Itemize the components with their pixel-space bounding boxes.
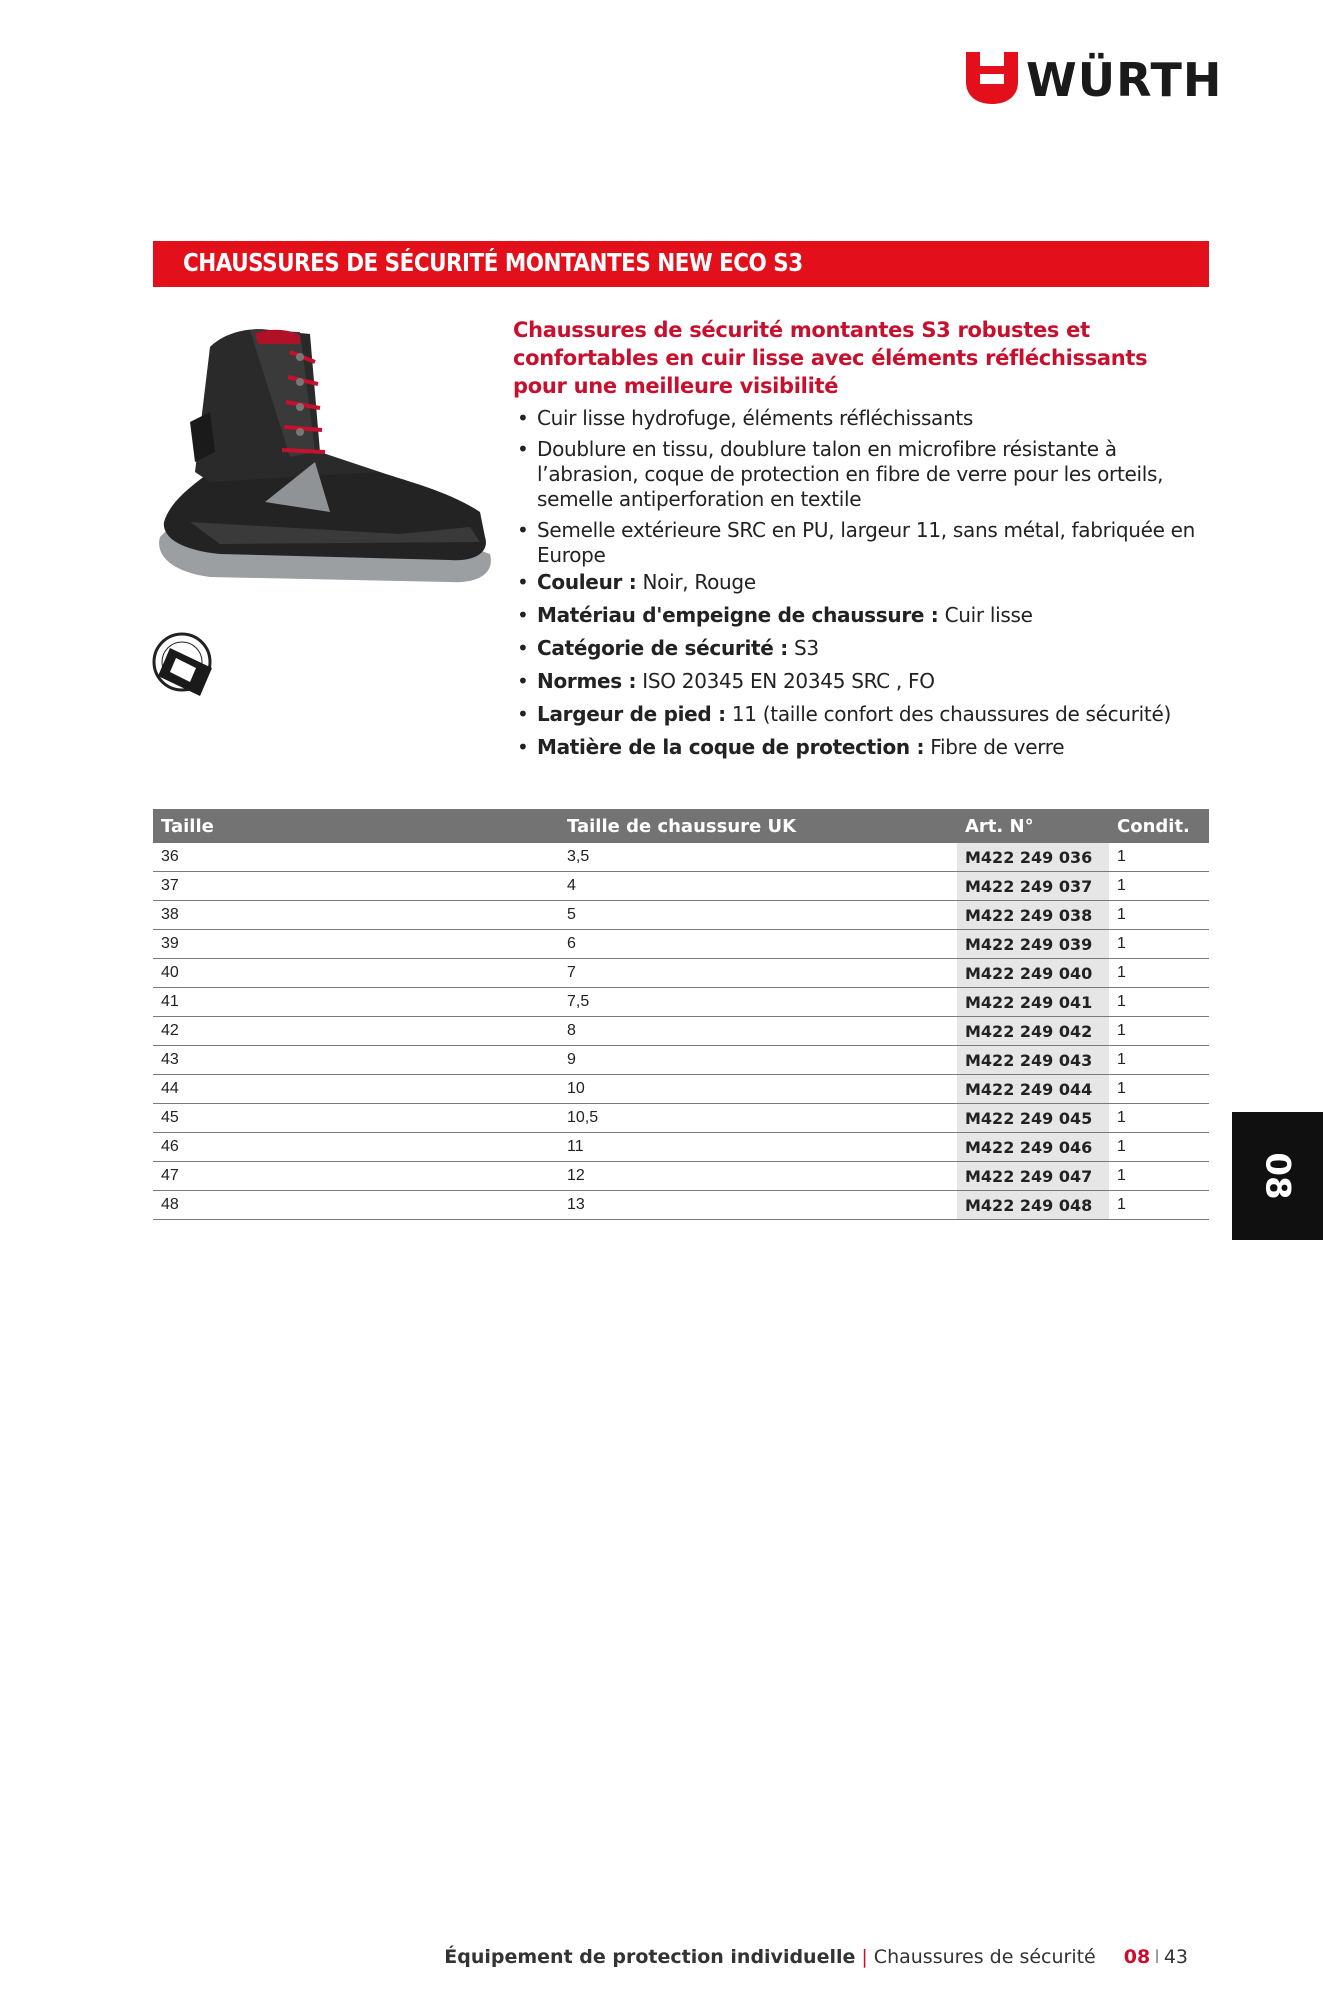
spec-label: Normes : bbox=[537, 669, 637, 693]
table-header-row bbox=[153, 809, 1209, 843]
cell-packaging: 1 bbox=[1109, 1017, 1209, 1046]
cell-article-number: M422 249 044 bbox=[957, 1075, 1109, 1104]
cell-size: 47 bbox=[153, 1162, 559, 1191]
cell-uk-size: 10,5 bbox=[559, 1104, 957, 1133]
spec-value: S3 bbox=[793, 636, 819, 660]
chapter-tab-number: 08 bbox=[1257, 1152, 1298, 1200]
cell-size: 41 bbox=[153, 988, 559, 1017]
title-banner bbox=[153, 241, 1209, 287]
spec-value: Fibre de verre bbox=[930, 735, 1065, 759]
cell-article-number: M422 249 039 bbox=[957, 930, 1109, 959]
bullet: • bbox=[517, 437, 529, 461]
cell-article-number: M422 249 040 bbox=[957, 959, 1109, 988]
bullet: • bbox=[517, 669, 529, 693]
spec-label: Matière de la coque de protection : bbox=[537, 735, 925, 759]
table-row bbox=[153, 959, 1209, 988]
cell-size: 40 bbox=[153, 959, 559, 988]
safety-boot-image bbox=[150, 322, 495, 594]
s3-certification-badge-icon bbox=[152, 628, 232, 698]
spec-label: Matériau d'empeigne de chaussure : bbox=[537, 603, 939, 627]
table-row bbox=[153, 1191, 1209, 1220]
footer-separator: | bbox=[861, 1946, 868, 1968]
cell-packaging: 1 bbox=[1109, 959, 1209, 988]
table-row bbox=[153, 901, 1209, 930]
cell-size: 45 bbox=[153, 1104, 559, 1133]
cell-article-number: M422 249 037 bbox=[957, 872, 1109, 901]
cell-uk-size: 8 bbox=[559, 1017, 957, 1046]
bullet: • bbox=[517, 636, 529, 660]
cell-size: 37 bbox=[153, 872, 559, 901]
cell-packaging: 1 bbox=[1109, 872, 1209, 901]
cell-packaging: 1 bbox=[1109, 1104, 1209, 1133]
cell-size: 43 bbox=[153, 1046, 559, 1075]
cell-size: 36 bbox=[153, 843, 559, 872]
bullet: • bbox=[517, 518, 529, 542]
footer-chapter: 08 bbox=[1123, 1946, 1151, 1968]
cell-article-number: M422 249 045 bbox=[957, 1104, 1109, 1133]
spec-label: Largeur de pied : bbox=[537, 702, 726, 726]
footer-page-separator: I bbox=[1154, 1946, 1160, 1968]
spec-value: 11 (taille confort des chaussures de sécurité) bbox=[731, 702, 1171, 726]
brand-name: WÜRTH bbox=[1026, 53, 1223, 107]
table-row bbox=[153, 1017, 1209, 1046]
table-row bbox=[153, 1075, 1209, 1104]
cell-packaging: 1 bbox=[1109, 988, 1209, 1017]
bullet: • bbox=[517, 735, 529, 759]
spec-value: Noir, Rouge bbox=[642, 570, 756, 594]
footer-subsection: Chaussures de sécurité bbox=[873, 1946, 1096, 1968]
cell-uk-size: 10 bbox=[559, 1075, 957, 1104]
spec-value: Cuir lisse bbox=[944, 603, 1033, 627]
footer-page-number: 43 bbox=[1163, 1946, 1188, 1968]
cell-size: 38 bbox=[153, 901, 559, 930]
feature-text: Cuir lisse hydrofuge, éléments réfléchissants bbox=[537, 406, 974, 430]
page-title: CHAUSSURES DE SÉCURITÉ MONTANTES NEW ECO S3 bbox=[183, 248, 803, 277]
spec-label: Catégorie de sécurité : bbox=[537, 636, 788, 660]
cell-packaging: 1 bbox=[1109, 1162, 1209, 1191]
feature-item bbox=[513, 406, 1213, 431]
spec-standards bbox=[513, 669, 1213, 694]
bullet: • bbox=[517, 570, 529, 594]
header-packaging: Condit. bbox=[1109, 809, 1209, 843]
spec-value: ISO 20345 EN 20345 SRC , FO bbox=[642, 669, 935, 693]
cell-uk-size: 7,5 bbox=[559, 988, 957, 1017]
cell-size: 42 bbox=[153, 1017, 559, 1046]
feature-text: Semelle extérieure SRC en PU, largeur 11, sans métal, fabriquée en Europe bbox=[537, 518, 1196, 567]
spec-label: Couleur : bbox=[537, 570, 637, 594]
bullet: • bbox=[517, 702, 529, 726]
cell-article-number: M422 249 048 bbox=[957, 1191, 1109, 1220]
cell-packaging: 1 bbox=[1109, 1191, 1209, 1220]
cell-packaging: 1 bbox=[1109, 930, 1209, 959]
header-article-number: Art. N° bbox=[957, 809, 1109, 843]
cell-size: 44 bbox=[153, 1075, 559, 1104]
bullet: • bbox=[517, 603, 529, 627]
table-row bbox=[153, 872, 1209, 901]
cell-article-number: M422 249 047 bbox=[957, 1162, 1109, 1191]
header-size: Taille bbox=[153, 809, 559, 843]
cell-uk-size: 6 bbox=[559, 930, 957, 959]
cell-uk-size: 5 bbox=[559, 901, 957, 930]
cell-article-number: M422 249 041 bbox=[957, 988, 1109, 1017]
wurth-logo bbox=[966, 52, 1223, 108]
table-row bbox=[153, 1104, 1209, 1133]
spec-color bbox=[513, 570, 1213, 595]
cell-packaging: 1 bbox=[1109, 901, 1209, 930]
feature-list bbox=[513, 406, 1213, 768]
cell-uk-size: 13 bbox=[559, 1191, 957, 1220]
bullet: • bbox=[517, 406, 529, 430]
cell-article-number: M422 249 038 bbox=[957, 901, 1109, 930]
cell-article-number: M422 249 046 bbox=[957, 1133, 1109, 1162]
cell-uk-size: 4 bbox=[559, 872, 957, 901]
spec-foot-width bbox=[513, 702, 1213, 727]
table-row bbox=[153, 1162, 1209, 1191]
table-row bbox=[153, 1046, 1209, 1075]
cell-packaging: 1 bbox=[1109, 1133, 1209, 1162]
table-row bbox=[153, 1133, 1209, 1162]
feature-item bbox=[513, 437, 1213, 512]
cell-article-number: M422 249 036 bbox=[957, 843, 1109, 872]
table-row bbox=[153, 843, 1209, 872]
cell-size: 46 bbox=[153, 1133, 559, 1162]
cell-article-number: M422 249 043 bbox=[957, 1046, 1109, 1075]
cell-article-number: M422 249 042 bbox=[957, 1017, 1109, 1046]
wurth-logo-icon bbox=[966, 52, 1018, 104]
header-uk-size: Taille de chaussure UK bbox=[559, 809, 957, 843]
cell-size: 48 bbox=[153, 1191, 559, 1220]
cell-uk-size: 11 bbox=[559, 1133, 957, 1162]
cell-packaging: 1 bbox=[1109, 843, 1209, 872]
spec-upper-material bbox=[513, 603, 1213, 628]
cell-size: 39 bbox=[153, 930, 559, 959]
feature-item bbox=[513, 518, 1213, 568]
size-table bbox=[153, 809, 1209, 1220]
product-intro: Chaussures de sécurité montantes S3 robustes et confortables en cuir lisse avec éléments réfléchissants pour une meilleure visibilité bbox=[513, 318, 1148, 398]
cell-packaging: 1 bbox=[1109, 1046, 1209, 1075]
chapter-tab bbox=[1232, 1112, 1323, 1240]
table-row bbox=[153, 988, 1209, 1017]
feature-text: Doublure en tissu, doublure talon en microfibre résistante à l’abrasion, coque de protection en fibre de verre pour les orteils, semelle antiperforation en textile bbox=[537, 437, 1164, 511]
spec-safety-category bbox=[513, 636, 1213, 661]
cell-uk-size: 9 bbox=[559, 1046, 957, 1075]
cell-packaging: 1 bbox=[1109, 1075, 1209, 1104]
cell-uk-size: 7 bbox=[559, 959, 957, 988]
cell-uk-size: 3,5 bbox=[559, 843, 957, 872]
cell-uk-size: 12 bbox=[559, 1162, 957, 1191]
page-footer bbox=[444, 1946, 1188, 1968]
spec-toecap-material bbox=[513, 735, 1213, 760]
footer-section: Équipement de protection individuelle bbox=[444, 1946, 856, 1968]
table-row bbox=[153, 930, 1209, 959]
